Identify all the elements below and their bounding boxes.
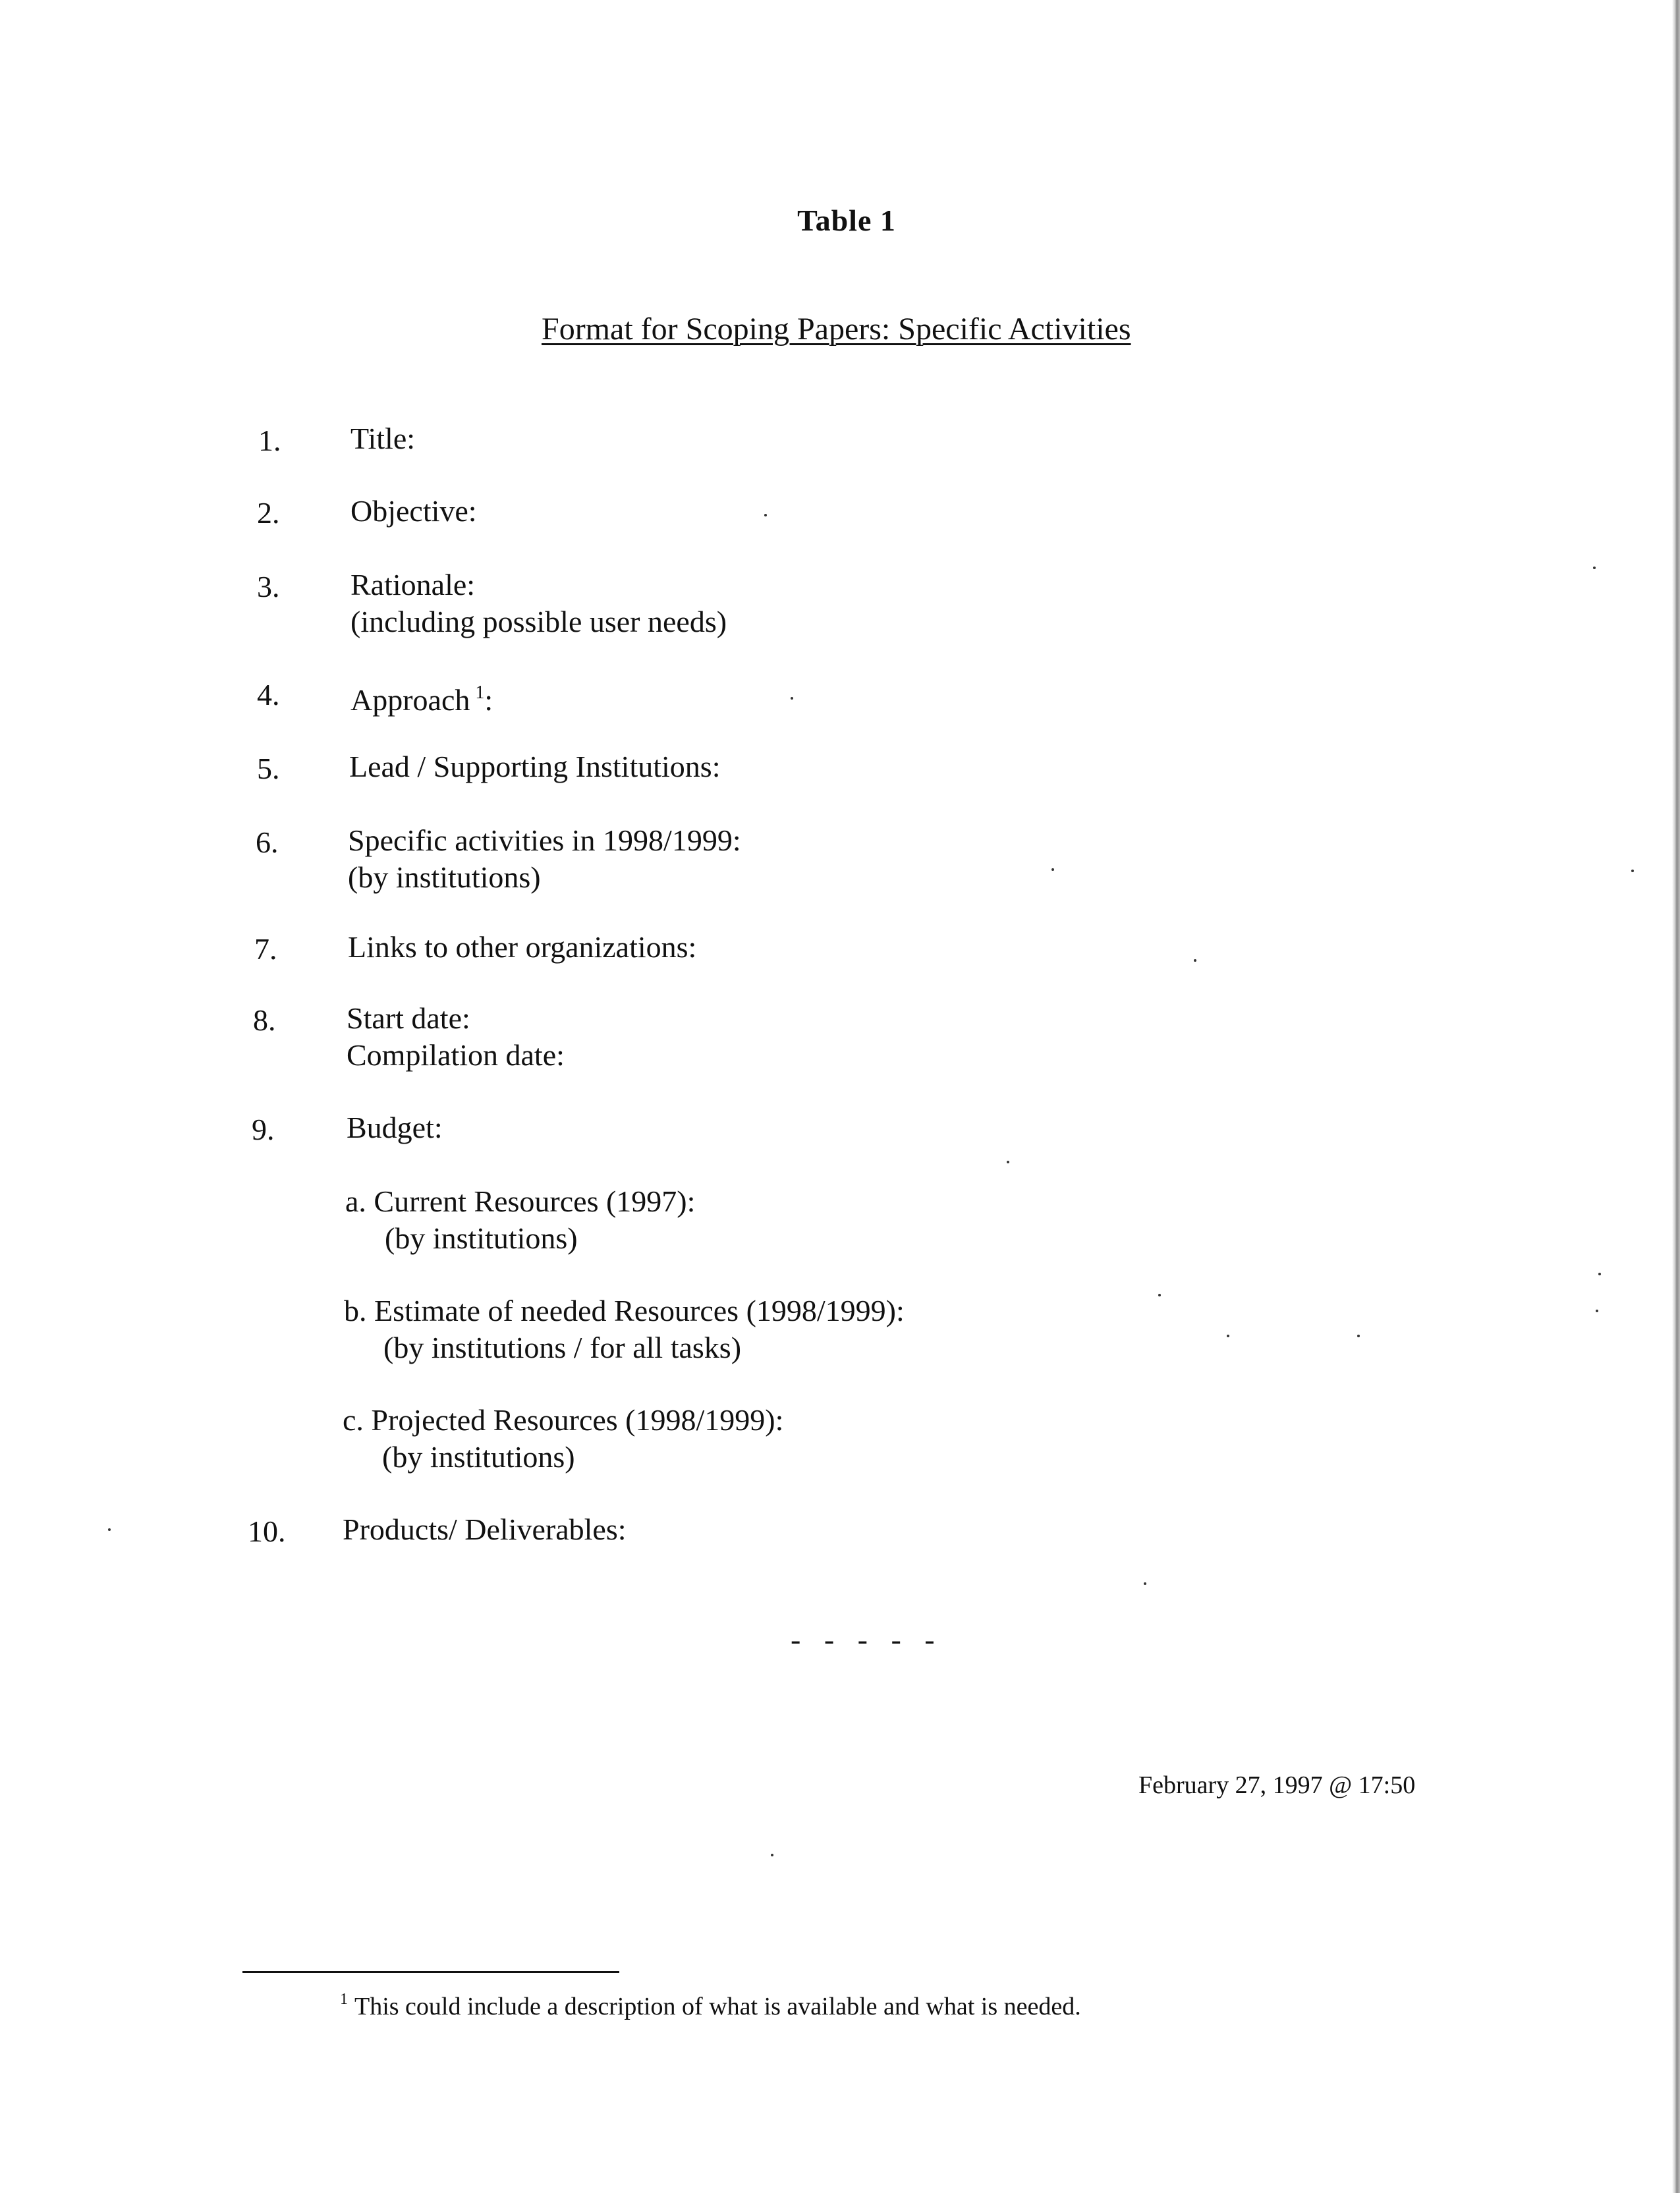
footnote-text: This could include a description of what is available and what is needed.	[354, 1993, 1081, 2020]
item-label-block	[348, 822, 741, 896]
budget-subitem-label: b. Estimate of needed Resources (1998/1999):	[344, 1294, 905, 1327]
item-number: 7.	[254, 932, 277, 966]
item-label: Budget:	[347, 1111, 443, 1144]
budget-subitem-note: (by institutions / for all tasks)	[383, 1331, 742, 1364]
scan-speck	[791, 697, 793, 700]
item-number: 4.	[257, 678, 280, 711]
scan-speck	[1598, 1273, 1601, 1275]
scan-speck	[1596, 1310, 1598, 1312]
item-label: Rationale:	[350, 568, 476, 601]
scan-edge	[1672, 0, 1680, 2193]
item-label: Specific activities in 1998/1999:	[348, 823, 741, 857]
item-number: 9.	[252, 1113, 275, 1146]
scan-speck	[1051, 868, 1054, 871]
budget-subitem-label: a. Current Resources (1997):	[345, 1184, 696, 1218]
item-label-suffix: :	[484, 683, 493, 717]
scan-speck	[1357, 1335, 1360, 1337]
item-label-block	[350, 675, 493, 719]
footnote-mark: 1	[340, 1991, 348, 2008]
budget-subitem	[345, 1183, 695, 1257]
page-title: Table 1	[797, 204, 896, 237]
item-note: Compilation date:	[347, 1038, 565, 1072]
item-label-block	[347, 1000, 565, 1074]
scan-speck	[1593, 567, 1596, 569]
date-stamp: February 27, 1997 @ 17:50	[1138, 1771, 1416, 1799]
item-number: 10.	[248, 1514, 286, 1548]
scan-speck	[1227, 1335, 1229, 1337]
item-label-block	[350, 567, 727, 640]
budget-subitem-label: c. Projected Resources (1998/1999):	[343, 1403, 784, 1437]
section-separator: - - - - -	[791, 1623, 943, 1656]
scan-speck	[1631, 870, 1634, 872]
scan-speck	[764, 514, 767, 516]
scan-speck	[1194, 959, 1196, 962]
item-label: Objective:	[350, 494, 477, 528]
item-label: Start date:	[347, 1001, 470, 1035]
item-number: 6.	[256, 825, 279, 859]
item-label: Links to other organizations:	[348, 930, 697, 964]
scan-speck	[1158, 1294, 1161, 1296]
item-label: Title:	[350, 422, 416, 455]
budget-subitem-note: (by institutions)	[385, 1221, 578, 1255]
budget-subitem	[343, 1402, 783, 1476]
item-number: 5.	[257, 752, 280, 785]
scan-speck	[108, 1528, 111, 1531]
item-number: 8.	[253, 1003, 276, 1037]
item-number: 2.	[257, 496, 280, 530]
item-label: Approach	[350, 683, 470, 717]
item-label: Lead / Supporting Institutions:	[349, 750, 721, 783]
scan-speck	[771, 1854, 773, 1856]
page-subtitle: Format for Scoping Papers: Specific Activities	[542, 312, 1131, 347]
item-number: 3.	[257, 570, 280, 603]
item-number: 1.	[258, 424, 281, 457]
item-note: (including possible user needs)	[350, 605, 727, 638]
item-label: Products/ Deliverables:	[343, 1513, 627, 1546]
footnote-rule	[242, 1971, 619, 1973]
scan-speck	[1144, 1582, 1146, 1585]
budget-subitem	[344, 1292, 905, 1366]
footnote-reference: 1	[475, 682, 485, 703]
budget-subitem-note: (by institutions)	[382, 1440, 575, 1474]
item-note: (by institutions)	[348, 860, 541, 894]
scan-speck	[1007, 1161, 1009, 1163]
footnote	[340, 1991, 1081, 2021]
